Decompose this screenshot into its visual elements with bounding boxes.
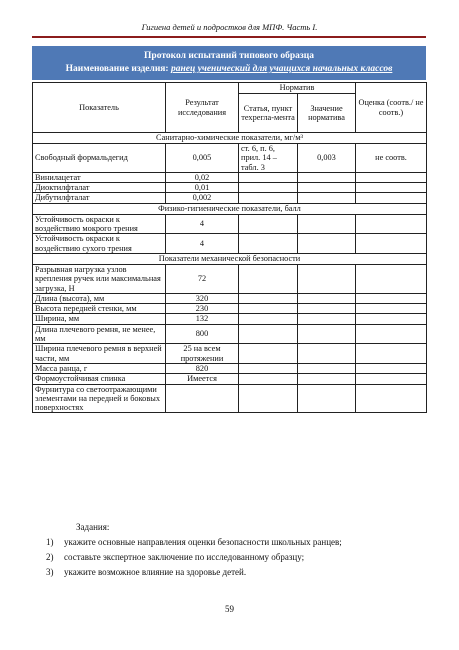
cell-assessment xyxy=(356,324,427,344)
cell-result: 0,02 xyxy=(166,172,239,182)
cell-value xyxy=(298,384,356,413)
header-divider xyxy=(32,36,426,38)
protocol-title: Протокол испытаний типового образца xyxy=(144,51,314,61)
cell-result: 72 xyxy=(166,264,239,293)
cell-article xyxy=(239,374,298,384)
cell-article: ст. 6, п. 6, прил. 14 – табл. 3 xyxy=(239,144,298,173)
cell-indicator: Длина (высота), мм xyxy=(33,293,166,303)
cell-result: 820 xyxy=(166,363,239,373)
table-row xyxy=(33,304,427,314)
cell-result: 132 xyxy=(166,314,239,324)
cell-value xyxy=(298,344,356,364)
cell-result: 800 xyxy=(166,324,239,344)
cell-indicator: Свободный формальдегид xyxy=(33,144,166,173)
tasks-block xyxy=(46,520,426,580)
cell-indicator: Устойчивость окраски к воздействию мокрого трения xyxy=(33,214,166,234)
cell-value xyxy=(298,183,356,193)
cell-result: 0,01 xyxy=(166,183,239,193)
page-number: 59 xyxy=(225,604,234,614)
cell-indicator: Масса ранца, г xyxy=(33,363,166,373)
table-row xyxy=(33,344,427,364)
cell-value xyxy=(298,304,356,314)
table-body xyxy=(33,133,427,413)
cell-assessment xyxy=(356,183,427,193)
task-text: укажите основные направления оценки безопасности школьных ранцев; xyxy=(64,537,342,547)
cell-value xyxy=(298,234,356,254)
cell-result: 230 xyxy=(166,304,239,314)
task-number: 3) xyxy=(46,567,54,577)
header-normative: Норматив xyxy=(239,83,356,94)
cell-article xyxy=(239,304,298,314)
table-row xyxy=(33,374,427,384)
cell-assessment xyxy=(356,314,427,324)
cell-article xyxy=(239,183,298,193)
table-row xyxy=(33,234,427,254)
cell-article xyxy=(239,264,298,293)
cell-article xyxy=(239,363,298,373)
cell-assessment xyxy=(356,384,427,413)
table-row xyxy=(33,214,427,234)
cell-assessment xyxy=(356,363,427,373)
task-number: 1) xyxy=(46,537,54,547)
task-item xyxy=(46,550,426,565)
cell-result: 0,005 xyxy=(166,144,239,173)
cell-result: 4 xyxy=(166,214,239,234)
cell-article xyxy=(239,314,298,324)
table-row xyxy=(33,264,427,293)
section-title: Санитарно-химические показатели, мг/м³ xyxy=(33,133,427,144)
cell-indicator: Фурнитура со светоотражающими элементами на передней и боковых поверхностях xyxy=(33,384,166,413)
table-row xyxy=(33,193,427,203)
task-number: 2) xyxy=(46,552,54,562)
table-row xyxy=(33,363,427,373)
cell-assessment xyxy=(356,293,427,303)
table-row xyxy=(33,172,427,182)
section-header-row xyxy=(33,203,427,214)
cell-value xyxy=(298,193,356,203)
table-row xyxy=(33,183,427,193)
task-item xyxy=(46,535,426,550)
cell-article xyxy=(239,193,298,203)
cell-assessment xyxy=(356,344,427,364)
cell-indicator: Длина плечевого ремня, не менее, мм xyxy=(33,324,166,344)
cell-assessment xyxy=(356,264,427,293)
section-title: Физико-гигиенические показатели, балл xyxy=(33,203,427,214)
cell-result: 0,002 xyxy=(166,193,239,203)
cell-assessment xyxy=(356,214,427,234)
cell-indicator: Устойчивость окраски к воздействию сухого трения xyxy=(33,234,166,254)
cell-assessment xyxy=(356,374,427,384)
table-row xyxy=(33,293,427,303)
cell-assessment: не соотв. xyxy=(356,144,427,173)
protocol-subtitle xyxy=(32,63,426,76)
cell-indicator: Высота передней стенки, мм xyxy=(33,304,166,314)
cell-article xyxy=(239,234,298,254)
cell-article xyxy=(239,172,298,182)
task-text: составьте экспертное заключение по исследованному образцу; xyxy=(64,552,305,562)
cell-value xyxy=(298,374,356,384)
protocol-table xyxy=(32,82,427,413)
running-header: Гигиена детей и подростков для МПФ. Часть I. xyxy=(141,22,318,32)
cell-article xyxy=(239,293,298,303)
cell-value xyxy=(298,172,356,182)
cell-result: 320 xyxy=(166,293,239,303)
cell-value: 0,003 xyxy=(298,144,356,173)
tasks-title: Задания: xyxy=(76,522,110,532)
cell-indicator: Разрывная нагрузка узлов крепления ручек или максимальная загрузка, Н xyxy=(33,264,166,293)
protocol-title-box xyxy=(32,46,426,80)
cell-value xyxy=(298,363,356,373)
section-header-row xyxy=(33,133,427,144)
cell-assessment xyxy=(356,172,427,182)
task-text: укажите возможное влияние на здоровье детей. xyxy=(64,567,247,577)
cell-value xyxy=(298,293,356,303)
table-row xyxy=(33,144,427,173)
header-article: Статья, пункт техрегла-мента xyxy=(239,94,298,133)
cell-article xyxy=(239,324,298,344)
table-row xyxy=(33,314,427,324)
section-header-row xyxy=(33,253,427,264)
cell-article xyxy=(239,384,298,413)
table-header xyxy=(33,83,427,133)
cell-indicator: Формоустойчивая спинка xyxy=(33,374,166,384)
cell-indicator: Ширина плечевого ремня в верхней части, мм xyxy=(33,344,166,364)
cell-value xyxy=(298,324,356,344)
subtitle-value: ранец ученический для учащихся начальных классов xyxy=(170,64,393,74)
table-row xyxy=(33,324,427,344)
cell-result: 4 xyxy=(166,234,239,254)
cell-assessment xyxy=(356,234,427,254)
cell-assessment xyxy=(356,193,427,203)
header-result: Результат исследования xyxy=(166,83,239,133)
header-assessment: Оценка (соотв./ не соотв.) xyxy=(356,83,427,133)
subtitle-label: Наименование изделия: xyxy=(65,64,169,74)
section-title: Показатели механической безопасности xyxy=(33,253,427,264)
header-indicator: Показатель xyxy=(33,83,166,133)
cell-indicator: Ширина, мм xyxy=(33,314,166,324)
cell-value xyxy=(298,214,356,234)
header-value: Значение норматива xyxy=(298,94,356,133)
cell-result: Имеется xyxy=(166,374,239,384)
table-row xyxy=(33,384,427,413)
cell-indicator: Винилацетат xyxy=(33,172,166,182)
cell-value xyxy=(298,314,356,324)
cell-result: 25 на всем протяжении xyxy=(166,344,239,364)
cell-value xyxy=(298,264,356,293)
task-item xyxy=(46,565,426,580)
cell-article xyxy=(239,214,298,234)
cell-indicator: Дибутилфталат xyxy=(33,193,166,203)
cell-assessment xyxy=(356,304,427,314)
cell-article xyxy=(239,344,298,364)
cell-result xyxy=(166,384,239,413)
cell-indicator: Диоктилфталат xyxy=(33,183,166,193)
